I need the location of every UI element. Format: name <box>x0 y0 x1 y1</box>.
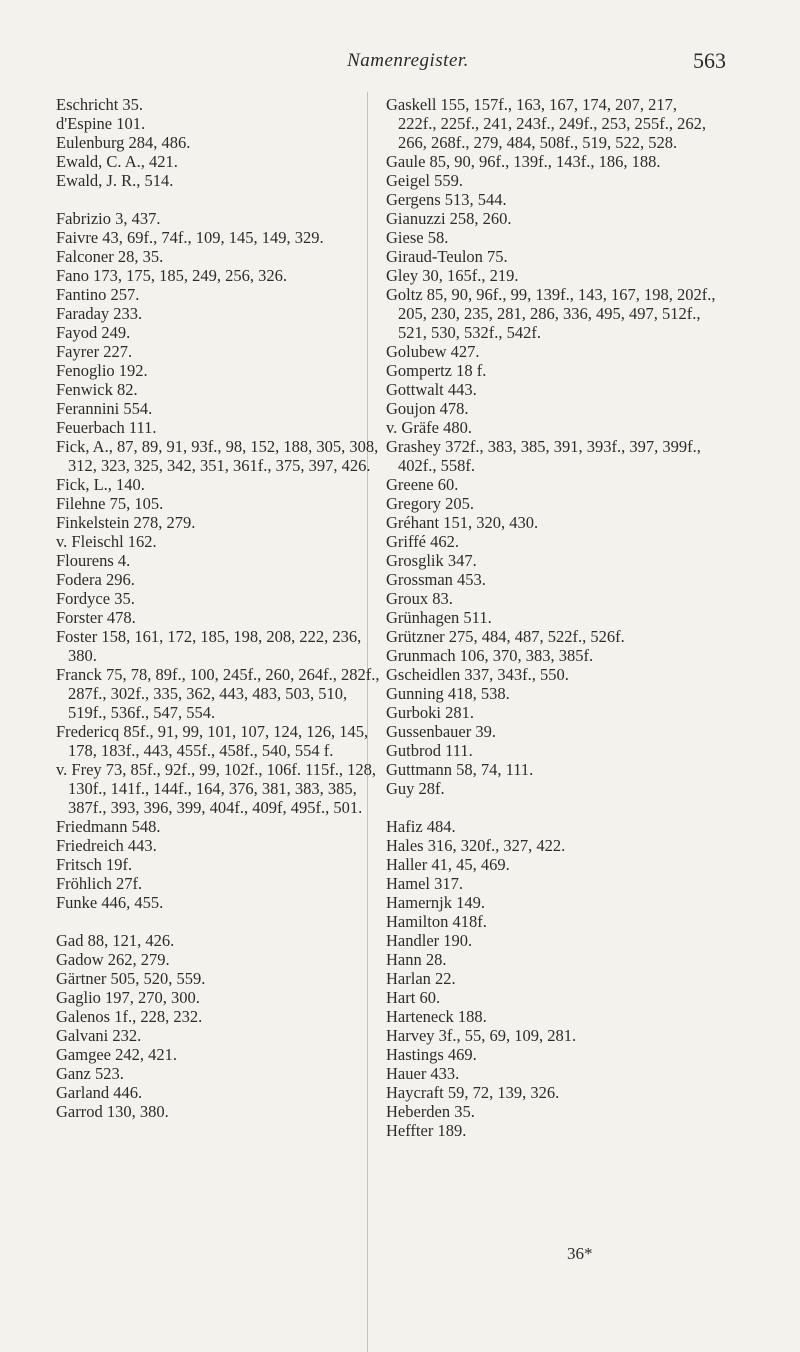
index-entry: Fenoglio 192. <box>56 361 148 380</box>
index-entry: Gaglio 197, 270, 300. <box>56 988 200 1007</box>
index-entry: Fayrer 227. <box>56 342 133 361</box>
index-entry: Harvey 3f., 55, 69, 109, 281. <box>386 1026 577 1045</box>
index-entry: Heffter 189. <box>386 1121 467 1140</box>
signature-mark: 36* <box>567 1244 593 1263</box>
index-entry: Finkelstein 278, 279. <box>56 513 196 532</box>
index-entry: Gottwalt 443. <box>386 380 477 399</box>
index-entry: Guttmann 58, 74, 111. <box>386 760 534 779</box>
index-entry: Harlan 22. <box>386 969 456 988</box>
index-entry: Heberden 35. <box>386 1102 475 1121</box>
index-entry: Gompertz 18 f. <box>386 361 487 380</box>
index-entry: Eschricht 35. <box>56 95 144 114</box>
index-entry: Flourens 4. <box>56 551 131 570</box>
index-entry: Falconer 28, 35. <box>56 247 164 266</box>
index-entry: Gréhant 151, 320, 430. <box>386 513 539 532</box>
index-entry: Fodera 296. <box>56 570 135 589</box>
index-entry: Groux 83. <box>386 589 453 608</box>
index-entry: Gussenbauer 39. <box>386 722 496 741</box>
index-entry: Foster 158, 161, 172, 185, 198, 208, 222, 236, 380. <box>56 627 362 665</box>
index-entry: Guy 28f. <box>386 779 445 798</box>
index-entry: Haycraft 59, 72, 139, 326. <box>386 1083 560 1102</box>
index-entry: Fick, L., 140. <box>56 475 145 494</box>
index-entry: Friedreich 443. <box>56 836 157 855</box>
index-column-right <box>386 95 716 1140</box>
index-entry: Grosglik 347. <box>386 551 477 570</box>
index-entry: Fenwick 82. <box>56 380 138 399</box>
index-entry: Hastings 469. <box>386 1045 477 1064</box>
index-entry: Gadow 262, 279. <box>56 950 170 969</box>
section-gap <box>56 912 386 931</box>
index-entry: Hauer 433. <box>386 1064 460 1083</box>
index-entry: Gunning 418, 538. <box>386 684 510 703</box>
index-entry: Gärtner 505, 520, 559. <box>56 969 206 988</box>
index-entry: Fano 173, 175, 185, 249, 256, 326. <box>56 266 287 285</box>
index-entry: Grashey 372f., 383, 385, 391, 393f., 397, 399f., 402f., 558f. <box>386 437 701 475</box>
index-entry: Harteneck 188. <box>386 1007 487 1026</box>
index-entry: Filehne 75, 105. <box>56 494 164 513</box>
index-entry: Galvani 232. <box>56 1026 142 1045</box>
index-entry: Golubew 427. <box>386 342 480 361</box>
index-entry: Fayod 249. <box>56 323 131 342</box>
index-entry: Fröhlich 27f. <box>56 874 143 893</box>
section-gap <box>386 798 716 817</box>
index-entry: Garland 446. <box>56 1083 143 1102</box>
index-entry: Gutbrod 111. <box>386 741 473 760</box>
index-entry: v. Frey 73, 85f., 92f., 99, 102f., 106f. 115f., 128, 130f., 141f., 144f., 164, 376, 381, 383, 385, 387f., 393, 396, 399, 404f., 409f, 495f., 501. <box>56 760 377 817</box>
index-entry: Gley 30, 165f., 219. <box>386 266 519 285</box>
index-entry: v. Fleischl 162. <box>56 532 157 551</box>
index-entry: Gregory 205. <box>386 494 474 513</box>
index-entry: Hamel 317. <box>386 874 463 893</box>
index-entry: Gad 88, 121, 426. <box>56 931 175 950</box>
index-entry: Gaule 85, 90, 96f., 139f., 143f., 186, 188. <box>386 152 661 171</box>
index-entry: Grossman 453. <box>386 570 486 589</box>
index-entry: Grützner 275, 484, 487, 522f., 526f. <box>386 627 625 646</box>
index-entry: Fabrizio 3, 437. <box>56 209 161 228</box>
index-entry: Geigel 559. <box>386 171 463 190</box>
index-entry: Greene 60. <box>386 475 459 494</box>
index-entry: v. Gräfe 480. <box>386 418 472 437</box>
index-entry: Faraday 233. <box>56 304 143 323</box>
index-entry: Fantino 257. <box>56 285 140 304</box>
index-entry: Gianuzzi 258, 260. <box>386 209 512 228</box>
index-entry: Garrod 130, 380. <box>56 1102 169 1121</box>
index-entry: d'Espine 101. <box>56 114 146 133</box>
index-entry: Grünhagen 511. <box>386 608 492 627</box>
index-entry: Hamernjk 149. <box>386 893 485 912</box>
section-gap <box>56 190 386 209</box>
index-entry: Fredericq 85f., 91, 99, 101, 107, 124, 126, 145, 178, 183f., 443, 455f., 458f., 540, 554 f. <box>56 722 369 760</box>
index-entry: Ferannini 554. <box>56 399 153 418</box>
index-entry: Hamilton 418f. <box>386 912 487 931</box>
index-entry: Hann 28. <box>386 950 447 969</box>
page-number: 563 <box>693 48 726 73</box>
index-entry: Gurboki 281. <box>386 703 474 722</box>
index-entry: Griffé 462. <box>386 532 460 551</box>
index-entry: Eulenburg 284, 486. <box>56 133 191 152</box>
index-entry: Forster 478. <box>56 608 136 627</box>
index-entry: Funke 446, 455. <box>56 893 164 912</box>
index-entry: Hart 60. <box>386 988 441 1007</box>
index-entry: Ewald, C. A., 421. <box>56 152 178 171</box>
index-entry: Hafiz 484. <box>386 817 456 836</box>
index-entry: Giraud-Teulon 75. <box>386 247 508 266</box>
index-entry: Gamgee 242, 421. <box>56 1045 177 1064</box>
index-entry: Ewald, J. R., 514. <box>56 171 174 190</box>
index-entry: Fritsch 19f. <box>56 855 133 874</box>
index-entry: Goujon 478. <box>386 399 469 418</box>
index-column-left <box>56 95 386 1121</box>
index-entry: Feuerbach 111. <box>56 418 157 437</box>
index-entry: Goltz 85, 90, 96f., 99, 139f., 143, 167, 198, 202f., 205, 230, 235, 281, 286, 336, 495, 497, 512f., 521, 530, 532f., 542f. <box>386 285 716 342</box>
index-entry: Friedmann 548. <box>56 817 161 836</box>
index-entry: Gscheidlen 337, 343f., 550. <box>386 665 569 684</box>
index-entry: Handler 190. <box>386 931 473 950</box>
index-entry: Grunmach 106, 370, 383, 385f. <box>386 646 594 665</box>
index-entry: Haller 41, 45, 469. <box>386 855 510 874</box>
index-entry: Ganz 523. <box>56 1064 124 1083</box>
running-title: Namenregister. <box>347 50 469 71</box>
index-entry: Faivre 43, 69f., 74f., 109, 145, 149, 329. <box>56 228 324 247</box>
index-entry: Giese 58. <box>386 228 449 247</box>
index-entry: Gaskell 155, 157f., 163, 167, 174, 207, 217, 222f., 225f., 241, 243f., 249f., 253, 255f., 262, 266, 268f., 279, 484, 508f., 519, 522, 528. <box>386 95 706 152</box>
index-entry: Galenos 1f., 228, 232. <box>56 1007 203 1026</box>
index-entry: Franck 75, 78, 89f., 100, 245f., 260, 264f., 282f., 287f., 302f., 335, 362, 443, 483, 503, 510, 519f., 536f., 547, 554. <box>56 665 380 722</box>
index-entry: Fordyce 35. <box>56 589 135 608</box>
index-entry: Fick, A., 87, 89, 91, 93f., 98, 152, 188, 305, 308, 312, 323, 325, 342, 351, 361f., 375, 397, 426. <box>56 437 379 475</box>
index-entry: Hales 316, 320f., 327, 422. <box>386 836 566 855</box>
index-entry: Gergens 513, 544. <box>386 190 507 209</box>
